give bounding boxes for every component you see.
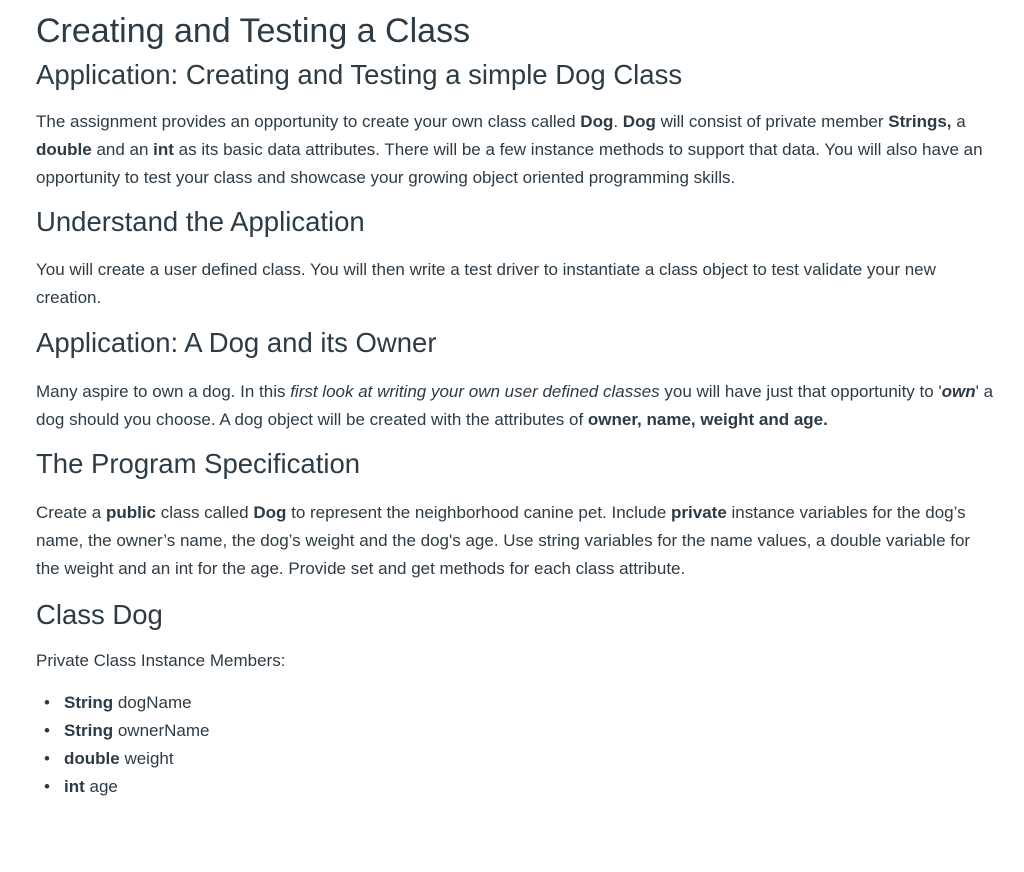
heading-dog-owner: Application: A Dog and its Owner xyxy=(36,327,437,358)
heading-program-spec: The Program Specification xyxy=(36,448,361,479)
heading-understand: Understand the Application xyxy=(36,206,365,237)
paragraph-assignment-intro xyxy=(36,108,996,192)
list-item xyxy=(44,773,996,801)
member-name: dogName xyxy=(117,693,192,712)
bold-term-strings: Strings, xyxy=(888,112,952,131)
text-segment: and an xyxy=(91,140,154,159)
bold-term-dog: Dog xyxy=(622,112,656,131)
italic-phrase: first look at writing your own user defined classes xyxy=(290,382,660,401)
paragraph-dog-owner xyxy=(36,378,996,434)
text-segment: will consist of private member xyxy=(655,112,889,131)
bold-term-int: int xyxy=(153,140,174,159)
bold-attributes: owner, name, weight and age. xyxy=(587,410,828,429)
list-item xyxy=(44,717,996,745)
bullet-icon: • xyxy=(44,777,50,796)
member-list xyxy=(36,689,996,801)
bold-term-private: private xyxy=(671,503,727,522)
paragraph-understand: You will create a user defined class. You will then write a test driver to instantiate a class object to test validate your new creation. xyxy=(36,260,936,307)
text-segment: The assignment provides an opportunity to create your own class called xyxy=(36,112,581,131)
text-segment: instance variables for the dog’s name, the owner’s name, the dog’s weight and the dog's age. Use string variables for the name values, a double variable for the weight and an int for the age. Provide set and get methods for each class attribute. xyxy=(36,503,971,578)
text-segment: ' a dog should you choose. A dog object will be created with the attributes of xyxy=(36,382,994,429)
bold-term-dog: Dog xyxy=(580,112,614,131)
text-segment: a xyxy=(951,112,966,131)
text-segment: as its basic data attributes. There will be a few instance methods to support that data. You will also have an opportunity to test your class and showcase your growing object oriented programming skills. xyxy=(36,140,983,187)
text-segment: class called xyxy=(156,503,254,522)
paragraph-private-members: Private Class Instance Members: xyxy=(36,651,286,670)
page-content xyxy=(0,11,1024,801)
bullet-icon: • xyxy=(44,749,50,768)
text-segment: . xyxy=(613,112,623,131)
text-segment: Create a xyxy=(36,503,106,522)
member-type: int xyxy=(64,777,85,796)
bold-italic-own: own xyxy=(941,382,976,401)
list-item xyxy=(44,689,996,717)
text-segment: you will have just that opportunity to ' xyxy=(659,382,942,401)
heading-class-dog: Class Dog xyxy=(36,599,163,630)
bold-term-double: double xyxy=(36,140,92,159)
heading-application: Application: Creating and Testing a simple Dog Class xyxy=(36,59,683,90)
member-type: String xyxy=(64,721,114,740)
member-name: ownerName xyxy=(117,721,210,740)
member-type: double xyxy=(64,749,120,768)
page-title: Creating and Testing a Class xyxy=(36,12,471,50)
paragraph-program-spec xyxy=(36,499,996,583)
member-name: age xyxy=(89,777,118,796)
list-item xyxy=(44,745,996,773)
bullet-icon: • xyxy=(44,693,50,712)
text-segment: to represent the neighborhood canine pet. Include xyxy=(286,503,672,522)
text-segment: Many aspire to own a dog. In this xyxy=(36,382,291,401)
bullet-icon: • xyxy=(44,721,50,740)
member-type: String xyxy=(64,693,114,712)
bold-term-public: public xyxy=(105,503,156,522)
member-name: weight xyxy=(124,749,174,768)
bold-term-dog: Dog xyxy=(253,503,287,522)
